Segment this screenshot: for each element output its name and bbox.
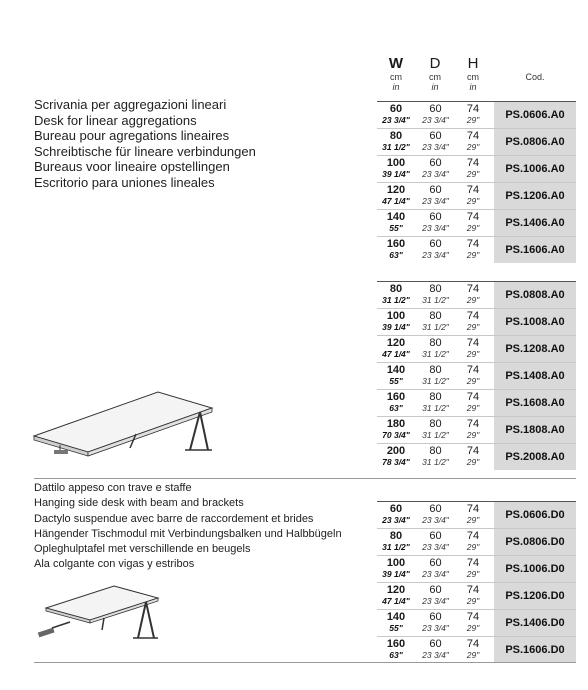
- product-code: PS.1006.D0: [494, 556, 576, 582]
- title-fr: Bureau pour agregations lineaires: [34, 128, 230, 143]
- product-code: PS.0808.A0: [494, 282, 576, 308]
- section1-table-group-a: [377, 101, 576, 263]
- table-row: 100 39 1/4" 60 23 3/4" 74 29" PS.1006.D0: [377, 555, 576, 582]
- table-row: 60 23 3/4" 60 23 3/4" 74 29" PS.0606.D0: [377, 501, 576, 528]
- table-row: 80 31 1/2" 80 31 1/2" 74 29" PS.0808.A0: [377, 281, 576, 308]
- title-nl: Bureaus voor lineaire opstellingen: [34, 159, 230, 174]
- product-code: PS.1608.A0: [494, 390, 576, 416]
- product-code: PS.1406.A0: [494, 210, 576, 236]
- section-divider: [34, 478, 576, 479]
- product-code: PS.1606.A0: [494, 237, 576, 263]
- bottom-divider: [34, 662, 576, 663]
- title-es: Escritorio para uniones lineales: [34, 174, 215, 190]
- table-row: 180 70 3/4" 80 31 1/2" 74 29" PS.1808.A0: [377, 416, 576, 443]
- section1-description: [34, 97, 256, 190]
- title-en: Hanging side desk with beam and brackets: [34, 497, 244, 510]
- title-de: Hängender Tischmodul mit Verbindungsbalken und Halbbügeln: [34, 527, 342, 540]
- table-row: 100 39 1/4" 80 31 1/2" 74 29" PS.1008.A0: [377, 308, 576, 335]
- table-row: 80 31 1/2" 60 23 3/4" 74 29" PS.0806.A0: [377, 128, 576, 155]
- table-row: 120 47 1/4" 60 23 3/4" 74 29" PS.1206.A0: [377, 182, 576, 209]
- product-code: PS.0606.D0: [494, 502, 576, 528]
- product-code: PS.0806.D0: [494, 529, 576, 555]
- table-row: 80 31 1/2" 60 23 3/4" 74 29" PS.0806.D0: [377, 528, 576, 555]
- product-code: PS.1208.A0: [494, 336, 576, 362]
- title-nl: Opleghulptafel met verschillende en beugels: [34, 543, 251, 556]
- table-row: 160 63" 60 23 3/4" 74 29" PS.1606.D0: [377, 636, 576, 663]
- product-code: PS.1808.A0: [494, 417, 576, 443]
- product-code: PS.0606.A0: [494, 102, 576, 128]
- section2-table: [377, 501, 576, 663]
- product-code: PS.1206.A0: [494, 183, 576, 209]
- column-header-depth: D cm in: [429, 55, 441, 92]
- table-row: 140 55" 80 31 1/2" 74 29" PS.1408.A0: [377, 362, 576, 389]
- title-en: Desk for linear aggregations: [34, 112, 197, 128]
- table-row: 160 63" 80 31 1/2" 74 29" PS.1608.A0: [377, 389, 576, 416]
- table-row: 200 78 3/4" 80 31 1/2" 74 29" PS.2008.A0: [377, 443, 576, 470]
- title-it: Scrivania per aggregazioni lineari: [34, 97, 227, 112]
- product-code: PS.1606.D0: [494, 637, 576, 663]
- title-it: Dattilo appeso con trave e staffe: [34, 482, 192, 494]
- product-code: PS.0806.A0: [494, 129, 576, 155]
- product-code: PS.1006.A0: [494, 156, 576, 182]
- product-code: PS.1206.D0: [494, 583, 576, 609]
- desk-illustration: [30, 378, 220, 470]
- column-header-width: W cm in: [388, 55, 404, 92]
- table-row: 120 47 1/4" 60 23 3/4" 74 29" PS.1206.D0: [377, 582, 576, 609]
- title-es: Ala colgante con vigas y estribos: [34, 558, 195, 571]
- title-de: Schreibtische für lineare verbindungen: [34, 143, 256, 159]
- section2-description: [34, 481, 342, 573]
- table-row: 160 63" 60 23 3/4" 74 29" PS.1606.A0: [377, 236, 576, 263]
- column-header-code: Cod.: [525, 72, 545, 82]
- product-code: PS.1406.D0: [494, 610, 576, 636]
- product-code: PS.1408.A0: [494, 363, 576, 389]
- section1-table-group-b: [377, 281, 576, 470]
- table-row: 100 39 1/4" 60 23 3/4" 74 29" PS.1006.A0: [377, 155, 576, 182]
- table-row: 120 47 1/4" 80 31 1/2" 74 29" PS.1208.A0: [377, 335, 576, 362]
- column-header-height: H cm in: [467, 55, 479, 92]
- hanging-desk-illustration: [30, 578, 170, 648]
- title-fr: Dactylo suspendue avec barre de raccordement et brides: [34, 512, 314, 525]
- product-code: PS.1008.A0: [494, 309, 576, 335]
- table-row: 140 55" 60 23 3/4" 74 29" PS.1406.A0: [377, 209, 576, 236]
- table-row: 140 55" 60 23 3/4" 74 29" PS.1406.D0: [377, 609, 576, 636]
- product-code: PS.2008.A0: [494, 444, 576, 470]
- table-row: 60 23 3/4" 60 23 3/4" 74 29" PS.0606.A0: [377, 101, 576, 128]
